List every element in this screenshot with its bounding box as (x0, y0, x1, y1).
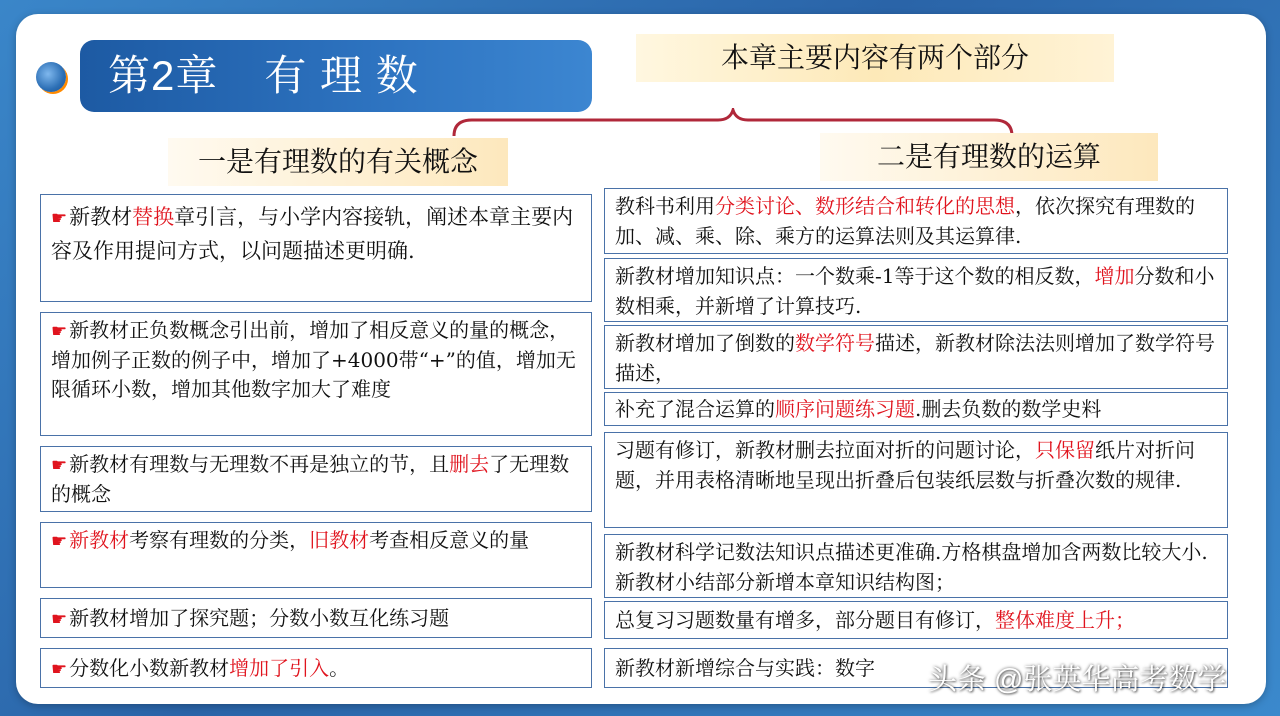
left-item-6: ☛ 分数化小数新教材增加了引入。 (40, 648, 592, 688)
right-item-7: 总复习习题数量有增多，部分题目有修订，整体难度上升； (604, 601, 1228, 639)
page-title (108, 48, 419, 104)
pointing-hand-icon: ☛ (51, 659, 68, 680)
right-item-8: 新教材新增综合与实践：数字 (604, 648, 1228, 688)
left-item-3: ☛ 新教材有理数与无理数不再是独立的节，且删去了无理数的概念 (40, 446, 592, 512)
right-heading: 二是有理数的运算 (820, 133, 1158, 181)
pointing-hand-icon: ☛ (51, 531, 68, 552)
pointing-hand-icon: ☛ (51, 208, 68, 229)
pointing-hand-icon: ☛ (51, 609, 68, 630)
left-item-1: ☛新教材替换章引言，与小学内容接轨，阐述本章主要内容及作用提问方式，以问题描述更明确. (40, 194, 592, 302)
right-item-1: 教科书利用分类讨论、数形结合和转化的思想，依次探究有理数的加、减、乘、除、乘方的运算法则及其运算律. (604, 188, 1228, 254)
left-item-2: ☛ 新教材正负数概念引出前，增加了相反意义的量的概念，增加例子正数的例子中，增加了+4000带“+”的值，增加无限循环小数，增加其他数字加大了难度 (40, 312, 592, 436)
left-heading: 一是有理数的有关概念 (168, 138, 508, 186)
right-item-5: 习题有修订，新教材删去拉面对折的问题讨论，只保留纸片对折问题，并用表格清晰地呈现出折叠后包装纸层数与折叠次数的规律. (604, 432, 1228, 528)
logo-dot-icon (36, 62, 66, 92)
right-item-3: 新教材增加了倒数的数学符号描述，新教材除法法则增加了数学符号描述， (604, 325, 1228, 389)
pointing-hand-icon: ☛ (51, 455, 68, 476)
left-item-5: ☛ 新教材增加了探究题；分数小数互化练习题 (40, 598, 592, 638)
right-item-2: 新教材增加知识点：一个数乘-1等于这个数的相反数，增加分数和小数相乘，并新增了计算技巧. (604, 258, 1228, 322)
chapter-name: 有 理 数 (264, 52, 419, 99)
pointing-hand-icon: ☛ (51, 321, 68, 342)
right-item-4: 补充了混合运算的顺序问题练习题.删去负数的数学史料 (604, 392, 1228, 426)
right-item-6: 新教材科学记数法知识点描述更准确.方格棋盘增加含两数比较大小.新教材小结部分新增本章知识结构图； (604, 534, 1228, 598)
left-item-4: ☛ 新教材考察有理数的分类，旧教材考查相反意义的量 (40, 522, 592, 588)
chapter-label: 第2章 (108, 52, 219, 99)
summary-label: 本章主要内容有两个部分 (636, 34, 1114, 82)
watermark-label: 头条 @张英华高考数学 (928, 664, 1227, 696)
